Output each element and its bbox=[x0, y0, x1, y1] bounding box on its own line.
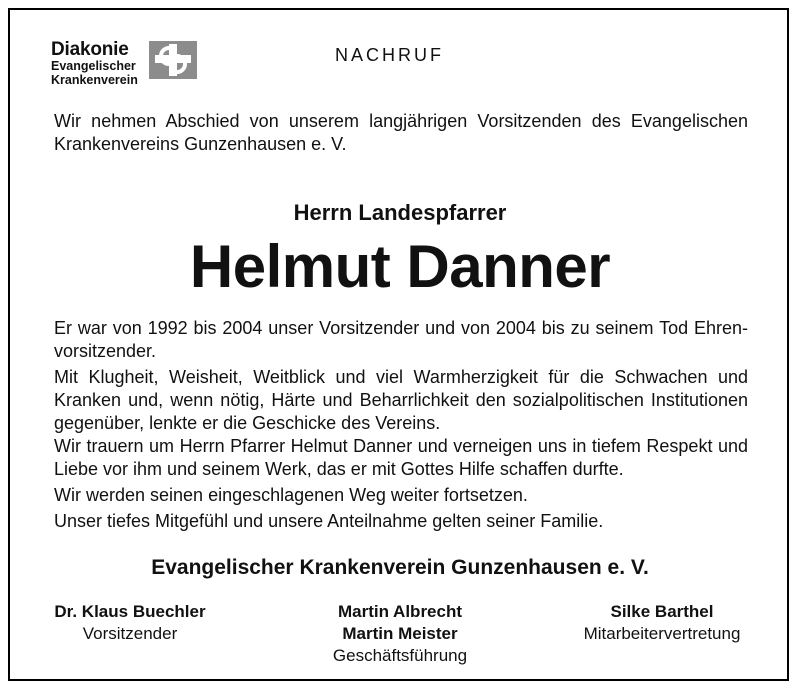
paragraph-1: Er war von 1992 bis 2004 unser Vorsitzender und von 2004 bis zu seinem Tod Ehrenvorsitzender. bbox=[54, 318, 748, 361]
notice-heading: NACHRUF bbox=[335, 45, 444, 65]
signature-right bbox=[562, 601, 762, 645]
deceased-name: Helmut Danner bbox=[189, 233, 611, 300]
signer-role: Mitarbeitervertretung bbox=[583, 624, 741, 643]
logo-text bbox=[51, 40, 138, 86]
logo-line-2: Evangelischer bbox=[51, 59, 136, 73]
signer-role: Geschäftsführung bbox=[332, 646, 468, 665]
deceased-title: Herrn Landespfarrer bbox=[293, 200, 507, 225]
paragraph-5: Unser tiefes Mitgefühl und unsere Anteilnahme gelten seiner Familie. bbox=[54, 511, 604, 531]
signer-name: Silke Barthel bbox=[610, 602, 714, 621]
signature-left bbox=[40, 601, 220, 645]
paragraph-3: Wir trauern um Herrn Pfarrer Helmut Danner und verneigen uns in tiefem Respekt und Liebe vor ihm und seinem Werk, das er mit Gottes Hilfe schaffen durfte. bbox=[54, 436, 748, 479]
paragraph-2: Mit Klugheit, Weisheit, Weitblick und viel Warmherzigkeit für die Schwachen und Kranken und, wenn nötig, Härte und Beharrlichkeit den sozialpolitischen Institutionen gegenüber, lenkte er die Geschicke des Vereins. bbox=[54, 367, 748, 433]
diakonie-cross-icon bbox=[149, 41, 197, 79]
logo-line-1: Diakonie bbox=[51, 39, 129, 60]
signer-name-1: Martin Albrecht bbox=[337, 602, 463, 621]
paragraph-4: Wir werden seinen eingeschlagenen Weg weiter fortsetzen. bbox=[54, 485, 528, 505]
logo-line-3: Krankenverein bbox=[51, 72, 138, 87]
organization-name: Evangelischer Krankenverein Gunzenhausen e. V. bbox=[151, 556, 649, 579]
signer-name: Dr. Klaus Buechler bbox=[54, 602, 206, 621]
signature-center bbox=[300, 601, 500, 667]
signer-name-2: Martin Meister bbox=[342, 624, 458, 643]
intro-text: Wir nehmen Abschied von unserem langjährigen Vorsitzenden des Evangelischen Krankenvereins Gunzenhausen e. V. bbox=[54, 111, 748, 154]
diakonie-logo bbox=[51, 40, 201, 90]
signer-role: Vorsitzender bbox=[82, 624, 178, 643]
